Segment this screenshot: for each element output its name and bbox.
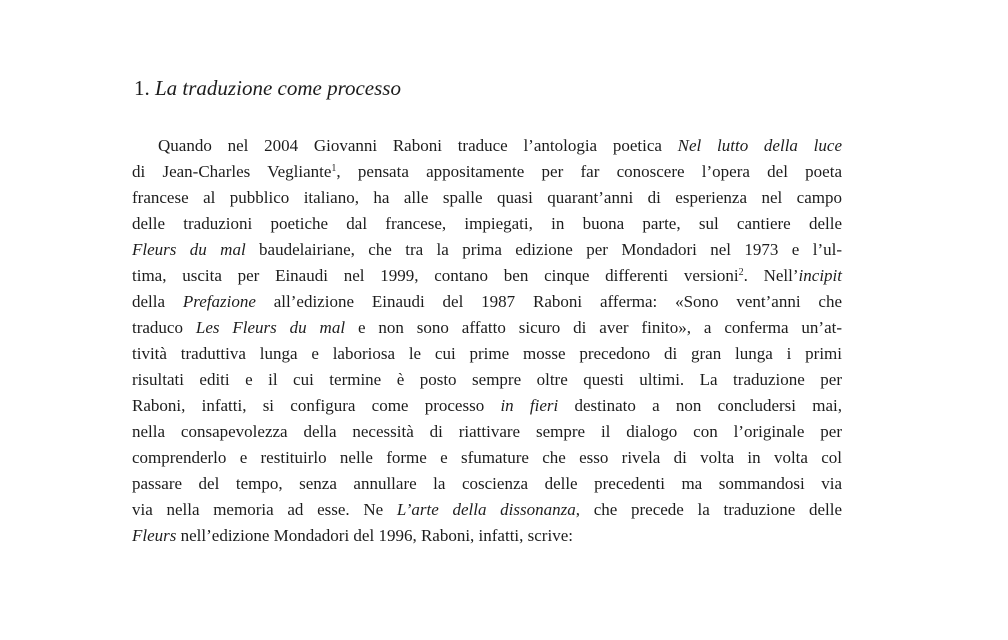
text-line: [132, 471, 842, 497]
text-line: [132, 211, 842, 237]
text-line: [132, 497, 842, 523]
text-run: delle traduzioni poetiche dal francese, impiegati, in buona parte, sul cantiere delle: [132, 214, 842, 233]
italic-text: incipit: [798, 266, 842, 285]
italic-text: Les Fleurs du mal: [195, 318, 346, 337]
text-run: passare del tempo, senza annullare la coscienza delle precedenti ma sommandosi via: [132, 474, 842, 493]
text-run: Raboni, infatti, si configura come processo: [132, 396, 501, 415]
text-run: destinato a non concludersi mai,: [558, 396, 843, 415]
text-line: [132, 445, 842, 471]
text-line: [132, 367, 842, 393]
italic-text: Fleurs: [132, 526, 177, 545]
text-line: [132, 133, 842, 159]
section-number: 1.: [134, 76, 150, 100]
text-line: [132, 419, 842, 445]
text-line: [132, 341, 842, 367]
text-run: francese al pubblico italiano, ha alle spalle quasi quarant’anni di esperienza nel campo: [132, 188, 842, 207]
text-run: baudelairiane, che tra la prima edizione per Mondadori nel 1973 e l’ul-: [245, 240, 842, 259]
section-heading: [134, 72, 401, 104]
text-run: nell’edizione Mondadori del 1996, Raboni, infatti, scrive:: [176, 526, 573, 545]
italic-text: L’arte della dissonanza: [396, 500, 576, 519]
section-title: La traduzione come processo: [155, 76, 401, 100]
body-paragraph: [132, 133, 842, 549]
italic-text: Nel lutto della luce: [677, 136, 842, 155]
text-run: Quando nel 2004 Giovanni Raboni traduce l’antologia poetica: [158, 136, 678, 155]
text-run: , pensata appositamente per far conoscere l’opera del poeta: [336, 162, 842, 181]
text-run: della: [132, 292, 183, 311]
text-line: [132, 315, 842, 341]
text-run: traduco: [132, 318, 196, 337]
text-run: via nella memoria ad esse. Ne: [132, 500, 397, 519]
italic-text: Prefazione: [182, 292, 256, 311]
footnote-marker[interactable]: 1: [331, 163, 337, 174]
text-run: risultati editi e il cui termine è posto sempre oltre questi ultimi. La traduzione per: [132, 370, 842, 389]
text-run: di Jean-Charles Vegliante: [132, 162, 332, 181]
text-run: all’edizione Einaudi del 1987 Raboni afferma: «Sono vent’anni che: [255, 292, 842, 311]
footnote-marker[interactable]: 2: [738, 267, 744, 278]
text-run: tima, uscita per Einaudi nel 1999, contano ben cinque differenti versioni: [132, 266, 739, 285]
text-line: [132, 263, 842, 289]
text-line: [132, 393, 842, 419]
text-run: tività traduttiva lunga e laboriosa le cui prime mosse precedono di gran lunga i primi: [132, 344, 842, 363]
text-run: e non sono affatto sicuro di aver finito», a conferma un’at-: [345, 318, 843, 337]
text-run: comprenderlo e restituirlo nelle forme e sfumature che esso rivela di volta in volta col: [132, 448, 842, 467]
text-line: [132, 523, 842, 549]
text-line: [132, 185, 842, 211]
text-run: nella consapevolezza della necessità di riattivare sempre il dialogo con l’originale per: [132, 422, 842, 441]
text-line: [132, 159, 842, 185]
text-line: [132, 289, 842, 315]
text-run: . Nell’: [743, 266, 799, 285]
text-line: [132, 237, 842, 263]
italic-text: Fleurs du mal: [132, 240, 246, 259]
italic-text: in fieri: [500, 396, 559, 415]
text-run: , che precede la traduzione delle: [575, 500, 843, 519]
